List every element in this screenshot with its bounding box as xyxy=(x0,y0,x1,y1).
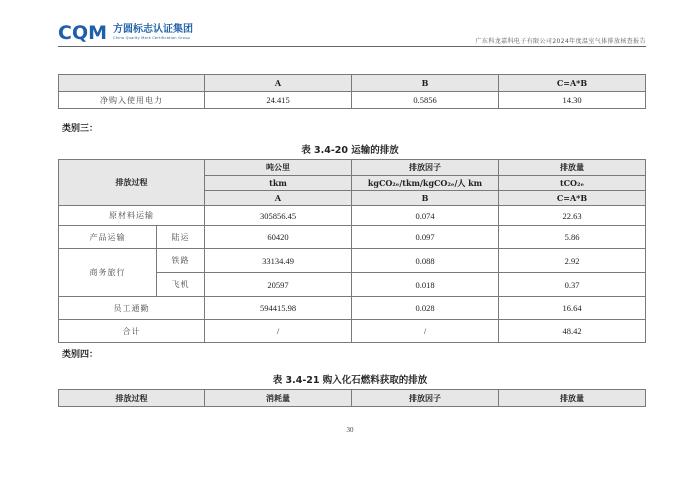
logo-chinese-name: 方圆标志认证集团 xyxy=(113,24,194,36)
row-label: 合计 xyxy=(59,320,205,343)
value-b: 0.074 xyxy=(352,206,499,226)
header-a: A xyxy=(205,191,352,206)
value-c: 16.64 xyxy=(499,297,646,320)
table-row xyxy=(59,226,646,249)
header-factor-unit: kgCO₂ₑ/tkm/kgCO₂ₑ/人 km xyxy=(352,176,499,191)
category-three-heading: 类别三： xyxy=(62,124,99,134)
table-header-cell: 消耗量 xyxy=(205,390,352,407)
value-b: / xyxy=(352,320,499,343)
row-group-label: 商务旅行 xyxy=(59,249,157,297)
header-c: C=A*B xyxy=(499,191,646,206)
value-b: 0.088 xyxy=(352,249,499,273)
header-tkm-cn: 吨公里 xyxy=(205,160,352,176)
table-header-cell: B xyxy=(352,75,499,92)
table-row xyxy=(59,249,646,273)
row-sub-label: 铁路 xyxy=(157,249,205,273)
header-emission-cn: 排放量 xyxy=(499,160,646,176)
value-c: 0.37 xyxy=(499,273,646,297)
table-row xyxy=(59,320,646,343)
value-a: 33134.49 xyxy=(205,249,352,273)
table-header-cell xyxy=(59,75,205,92)
header-process: 排放过程 xyxy=(59,160,205,206)
value-c: 2.92 xyxy=(499,249,646,273)
row-label: 员工通勤 xyxy=(59,297,205,320)
table-header-cell: 排放过程 xyxy=(59,390,205,407)
value-a: 305856.45 xyxy=(205,206,352,226)
row-sub-label: 飞机 xyxy=(157,273,205,297)
header-factor-cn: 排放因子 xyxy=(352,160,499,176)
row-label: 净购入使用电力 xyxy=(59,92,205,109)
value-b: 0.028 xyxy=(352,297,499,320)
table-header-cell: C=A*B xyxy=(499,75,646,92)
value-c: 5.86 xyxy=(499,226,646,249)
logo-english-name: China Quality Mark Certification Group xyxy=(113,36,191,41)
value-a: 20597 xyxy=(205,273,352,297)
logo-mark: CQM xyxy=(58,22,108,44)
value-b: 0.5856 xyxy=(352,92,499,109)
value-a: / xyxy=(205,320,352,343)
table-row xyxy=(59,206,646,226)
row-label: 原材料运输 xyxy=(59,206,205,226)
table-header-cell: A xyxy=(205,75,352,92)
header-b: B xyxy=(352,191,499,206)
value-a: 24.415 xyxy=(205,92,352,109)
value-a: 594415.98 xyxy=(205,297,352,320)
table-caption: 表 3.4-21 购入化石燃料获取的排放 xyxy=(272,375,428,386)
report-title: 广东科龙嘉科电子有限公司2024年度温室气体排放核查报告 xyxy=(475,38,646,45)
page-number: 30 xyxy=(346,426,354,434)
value-b: 0.097 xyxy=(352,226,499,249)
transport-emissions-table xyxy=(58,159,646,343)
category-four-heading: 类别四： xyxy=(62,350,99,360)
row-group-label: 产品运输 xyxy=(59,226,157,249)
value-b: 0.018 xyxy=(352,273,499,297)
value-c: 14.30 xyxy=(499,92,646,109)
row-sub-label: 陆运 xyxy=(157,226,205,249)
table-row xyxy=(59,92,646,109)
value-c: 48.42 xyxy=(499,320,646,343)
header-tkm-unit: tkm xyxy=(205,176,352,191)
table-caption: 表 3.4-20 运输的排放 xyxy=(301,145,399,156)
value-a: 60420 xyxy=(205,226,352,249)
table-header-cell: 排放因子 xyxy=(352,390,499,407)
cqm-logo xyxy=(58,20,193,46)
fossil-fuel-table xyxy=(58,389,646,407)
value-c: 22.63 xyxy=(499,206,646,226)
page-header xyxy=(58,20,646,46)
electricity-table xyxy=(58,74,646,109)
table-header-cell: 排放量 xyxy=(499,390,646,407)
table-row xyxy=(59,297,646,320)
header-emission-unit: tCO₂ₑ xyxy=(499,176,646,191)
header-divider xyxy=(58,46,646,47)
